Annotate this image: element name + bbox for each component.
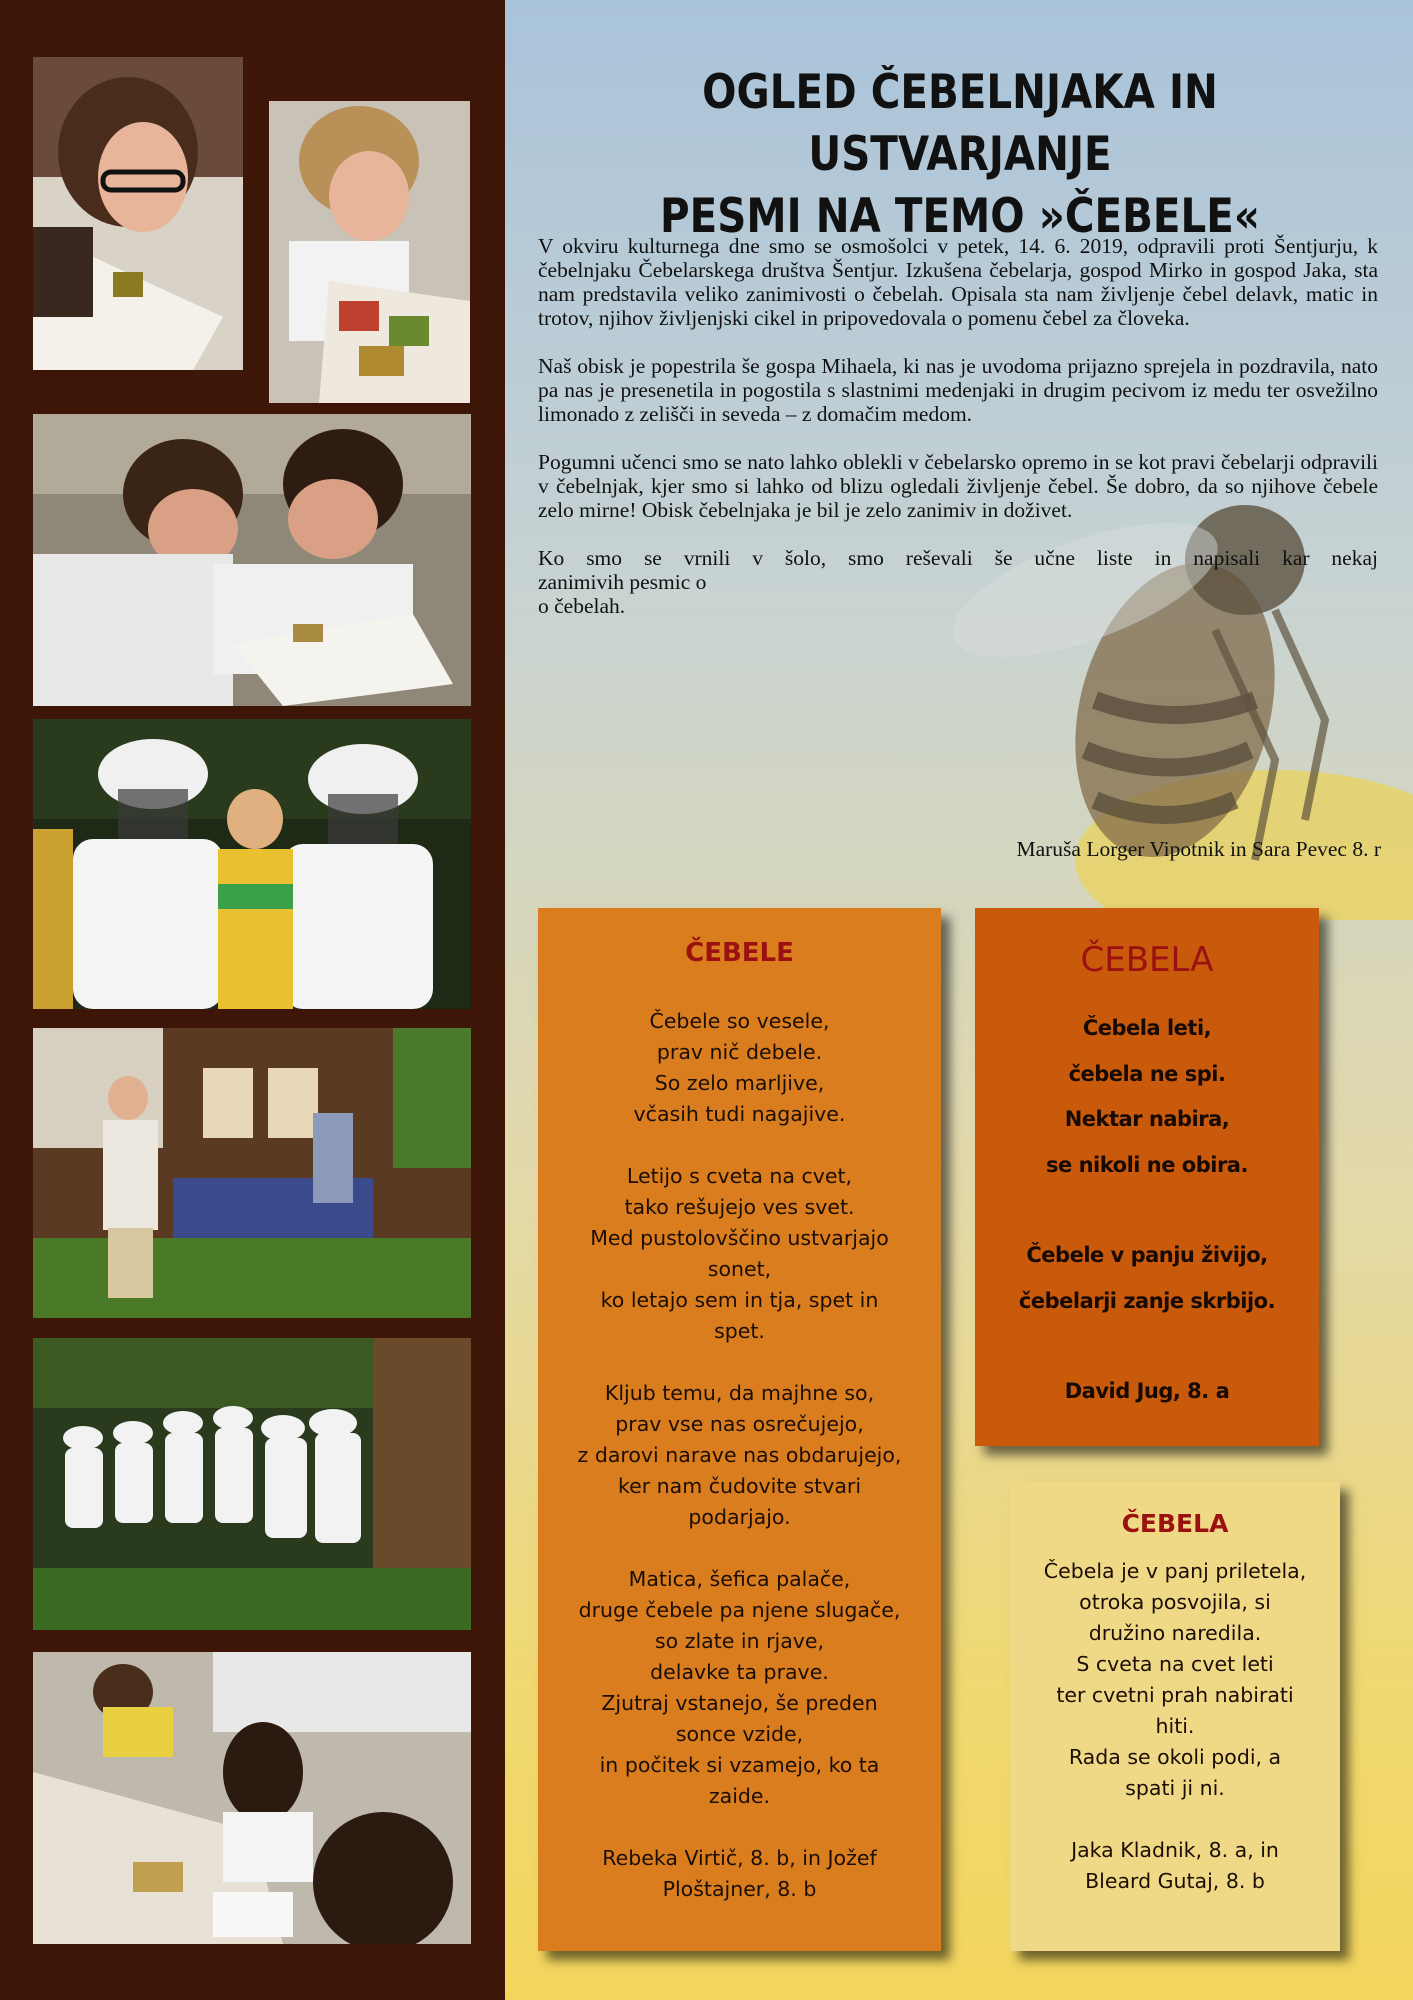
poem-line: prav vse nas osrečujejo, <box>615 1412 864 1436</box>
article-body <box>538 234 1378 642</box>
poem-line: S cveta na cvet leti <box>1076 1652 1274 1676</box>
poem-line: Bleard Gutaj, 8. b <box>1085 1869 1265 1893</box>
poem-line: hiti. <box>1155 1714 1195 1738</box>
photo-classroom <box>33 1652 471 1944</box>
poem-line: z darovi narave nas obdarujejo, <box>577 1443 902 1467</box>
poem-body <box>538 1006 941 1905</box>
article-line: zanimivih pesmic o <box>538 570 707 594</box>
poem-line: včasih tudi nagajive. <box>633 1102 846 1126</box>
photo-boys-reading <box>33 414 471 706</box>
poem-line: tako rešujejo ves svet. <box>624 1195 855 1219</box>
title-line-2: PESMI NA TEMO »ČEBELE« <box>660 189 1260 244</box>
photo-group-suits <box>33 1338 471 1630</box>
poem-line: podarjajo. <box>688 1505 791 1529</box>
poem-line: so zlate in rjave, <box>654 1629 825 1653</box>
photo-sidebar <box>0 0 505 2000</box>
poem-line: ko letajo sem in tja, spet in <box>600 1288 879 1312</box>
poem-line: Čebela leti, <box>1082 1016 1212 1040</box>
main-content <box>505 0 1413 2000</box>
poem-title: ČEBELA <box>1080 940 1214 980</box>
poem-line: ker nam čudovite stvari <box>617 1474 862 1498</box>
poem-line <box>538 1130 941 1161</box>
photo-beekeeper-talk <box>33 1028 471 1318</box>
poem-line: in počitek si vzamejo, ko ta <box>599 1753 880 1777</box>
poem-title: ČEBELA <box>1121 1509 1229 1538</box>
poem-body <box>975 1006 1319 1415</box>
poem-line <box>538 1347 941 1378</box>
poem-line: čebela ne spi. <box>1068 1061 1226 1086</box>
poem-line: ter cvetni prah nabirati <box>1056 1683 1294 1707</box>
article-paragraph: Pogumni učenci smo se nato lahko oblekli v čebelarsko opremo in se kot pravi čebelarji odpravili v čebelnjak, kjer smo si lahko od blizu ogledali življenje čebel. Še dobro, da so njihove čebele zelo mirne! Obisk čebelnjaka je bil je zelo zanimiv in doživet. <box>538 450 1378 522</box>
poem-line <box>975 1188 1319 1233</box>
poem-box-cebela-1 <box>975 908 1319 1446</box>
poem-line: spet. <box>714 1319 765 1343</box>
poem-line: Med pustolovščino ustvarjajo <box>590 1226 889 1250</box>
poem-line: delavke ta prave. <box>650 1660 829 1684</box>
poem-line: Ploštajner, 8. b <box>662 1877 817 1901</box>
article-paragraph <box>538 546 1378 618</box>
poem-line: Rebeka Virtič, 8. b, in Jožef <box>602 1846 877 1870</box>
poem-line: sonet, <box>707 1257 772 1281</box>
poem-line: Jaka Kladnik, 8. a, in <box>1071 1838 1279 1862</box>
poem-body <box>1010 1556 1340 1897</box>
poem-line: Letijo s cveta na cvet, <box>626 1164 853 1188</box>
page-title <box>595 62 1326 248</box>
poem-line: Zjutraj vstanejo, še preden <box>601 1691 878 1715</box>
poem-line: Čebela je v panj priletela, <box>1043 1559 1307 1583</box>
poem-title: ČEBELE <box>685 938 794 968</box>
poem-line: druge čebele pa njene slugače, <box>578 1598 901 1622</box>
poem-line: So zelo marljive, <box>654 1071 825 1095</box>
poem-line: sonce vzide, <box>675 1722 804 1746</box>
poem-line: prav nič debele. <box>656 1040 823 1064</box>
poem-line: David Jug, 8. a <box>1064 1379 1230 1403</box>
poem-line: otroka posvojila, si <box>1079 1590 1271 1614</box>
poem-line: se nikoli ne obira. <box>1046 1152 1248 1177</box>
article-paragraph: Naš obisk je popestrila še gospa Mihaela, ki nas je uvodoma prijazno sprejela in pozdravila, nato pa nas je presenetila in pogostila s slastnimi medenjaki in drugim pecivom iz medu ter osvežilno limonado z zelišči in seveda – z domačim medom. <box>538 354 1378 426</box>
poem-line: Čebele v panju živijo, <box>1026 1243 1268 1267</box>
article-line: o čebelah. <box>538 594 626 618</box>
poem-line <box>975 1324 1319 1369</box>
poem-line: zaide. <box>708 1784 771 1808</box>
article-byline: Maruša Lorger Vipotnik in Sara Pevec 8. r <box>1016 837 1381 861</box>
poem-line: družino naredila. <box>1088 1621 1262 1645</box>
article-line: Ko smo se vrnili v šolo, smo reševali še učne liste in napisali kar nekaj <box>538 546 1378 570</box>
poem-line: Matica, šefica palače, <box>628 1567 851 1591</box>
photo-girl-glasses <box>33 57 243 370</box>
poem-box-cebele <box>538 908 941 1951</box>
poem-line <box>538 1533 941 1564</box>
photo-beekeeper-suits <box>33 719 471 1009</box>
photo-girl-reading <box>269 101 470 403</box>
poem-line: čebelarji zanje skrbijo. <box>1018 1288 1276 1313</box>
poem-line <box>538 1812 941 1843</box>
poem-line: spati ji ni. <box>1125 1776 1225 1800</box>
article-paragraph: V okviru kulturnega dne smo se osmošolci v petek, 14. 6. 2019, odpravili proti Šentjurju, k čebelnjaku Čebelarskega društva Šentjur. Izkušena čebelarja, gospod Mirko in gospod Jaka, sta nam predstavila veliko zanimivosti o čebelah. Opisala sta nam življenje čebel delavk, matic in trotov, njihov življenjski cikel in pripovedovala o pomenu čebel za človeka. <box>538 234 1378 330</box>
poem-line: Nektar nabira, <box>1064 1107 1230 1131</box>
poem-line: Rada se okoli podi, a <box>1068 1745 1282 1769</box>
title-line-1: OGLED ČEBELNJAKA IN USTVARJANJE <box>702 65 1218 182</box>
poem-line: Kljub temu, da majhne so, <box>604 1381 875 1405</box>
poem-box-cebela-2 <box>1010 1481 1340 1951</box>
poem-line: Čebele so vesele, <box>649 1009 830 1033</box>
poem-line <box>1010 1804 1340 1835</box>
